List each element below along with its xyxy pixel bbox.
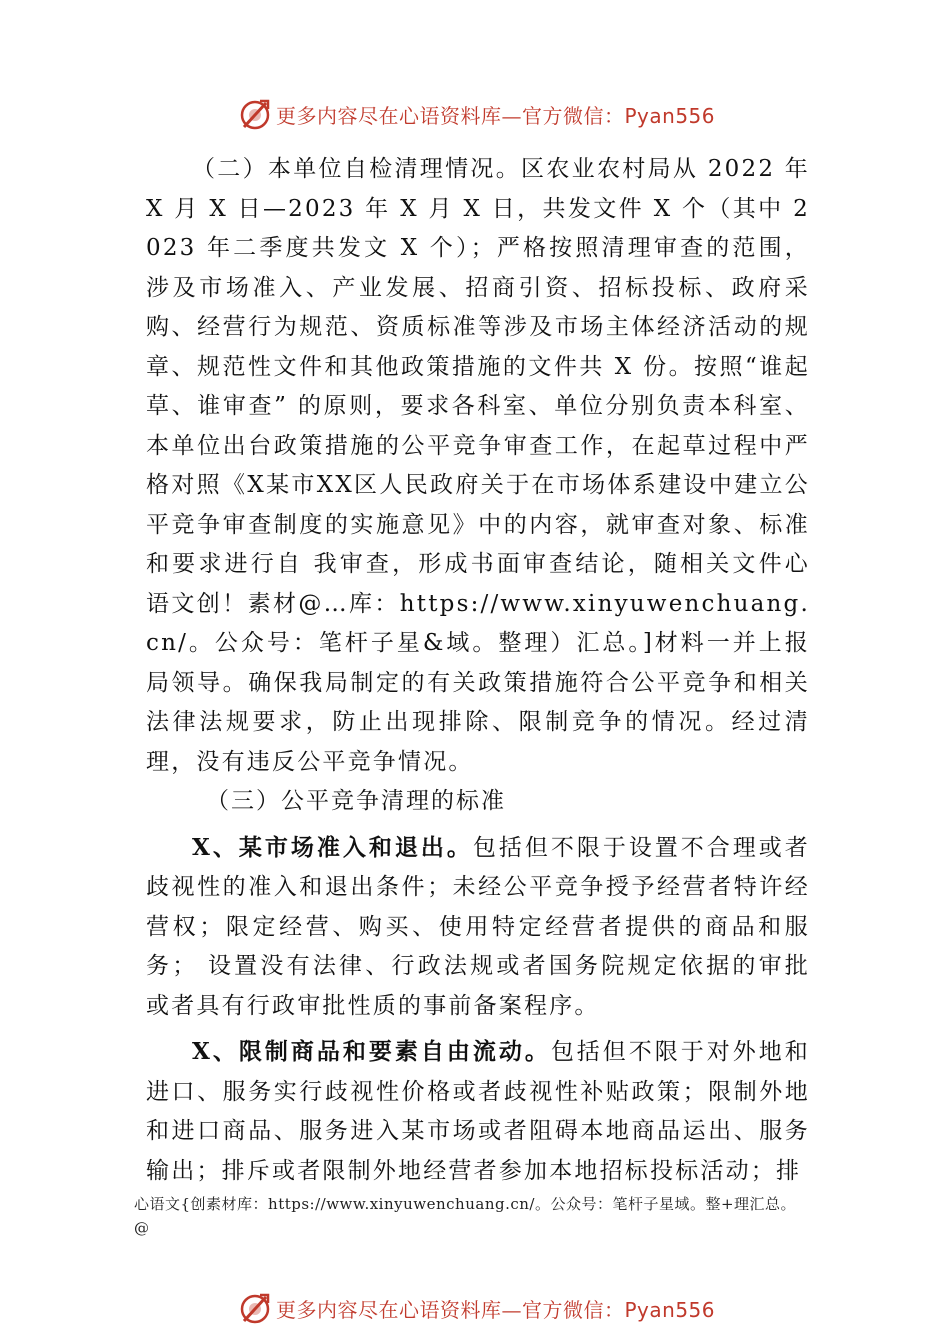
banner-text xyxy=(276,1294,715,1323)
item-body-free-flow: 包括但不限于对外地和进口、服务实行歧视性价格或者歧视性补贴政策；限制外地和进口商品、服务进入某市场或者阻碍本地商品运出、服务输出；排斥或者限制外地经营者参加本地招标投标活动；排 xyxy=(146,1039,810,1184)
banner-wechat: Pyan556 xyxy=(624,1297,716,1322)
logo-icon xyxy=(238,97,272,131)
header-banner xyxy=(238,97,715,131)
paragraph-free-flow xyxy=(146,1032,810,1191)
paragraph-self-inspection: （二）本单位自检清理情况。区农业农村局从 2022 年 X 月 X 日—2023 年 X 月 X 日，共发文件 X 个（其中 2023 年二季度共发文 X 个）；严格按照清理审查的范围，涉及市场准入、产业发展、招商引资、招标投标、政府采购、经营行为规范、资质标准等涉及市场主体经济活动的规章、规范性文件和其他政策措施的文件共 X 份。按照“谁起草、谁审查” 的原则，要求各科室、单位分别负责本科室、本单位出台政策措施的公平竞争审查工作，在起草过程中严格对照《X某市XX区人民政府关于在市场体系建设中建立公平竞争审查制度的实施意见》中的内容，就审查对象、标准和要求进行自 我审查，形成书面审查结论，随相关文件心语文创！素材@…库：https://www.xinyuwenchuang.cn/。公众号：笔杆子星&域。整理）汇总。]材料一并上报局领导。确保我局制定的有关政策措施符合公平竞争和相关法律法规要求，防止出现排除、限制竞争的情况。经过清理，没有违反公平竞争情况。 xyxy=(146,156,810,775)
banner-label: 更多内容尽在心语资料库—官方微信： xyxy=(276,103,625,128)
item-title-free-flow: X、限制商品和要素自由流动。 xyxy=(192,1038,551,1065)
item-title-market-access: X、某市场准入和退出。 xyxy=(192,833,473,861)
document-body xyxy=(146,150,810,1191)
footer-line-2: @ xyxy=(134,1219,150,1237)
footer-line-1: 心语文{创素材库：https://www.xinyuwenchuang.cn/。公众号：笔杆子星域。整+理汇总。 xyxy=(134,1195,797,1213)
footer-banner xyxy=(238,1291,715,1325)
page-footer xyxy=(134,1192,854,1240)
banner-wechat: Pyan556 xyxy=(624,103,716,128)
logo-icon xyxy=(238,1291,272,1325)
item-body-market-access: 包括但不限于设置不合理或者 歧视性的准入和退出条件；未经公平竞争授予经营者特许经营权；限定经营、购买、使用特定经营者提供的商品和服务； 设置没有法律、行政法规或者国务院规定依据的审批或者具有行政审批性质的事前备案程序。 xyxy=(146,834,810,1019)
paragraph-market-access xyxy=(146,828,810,1027)
banner-text xyxy=(276,100,715,129)
section-heading-standards: （三）公平竞争清理的标准 xyxy=(206,788,506,814)
banner-label: 更多内容尽在心语资料库—官方微信： xyxy=(276,1297,625,1322)
